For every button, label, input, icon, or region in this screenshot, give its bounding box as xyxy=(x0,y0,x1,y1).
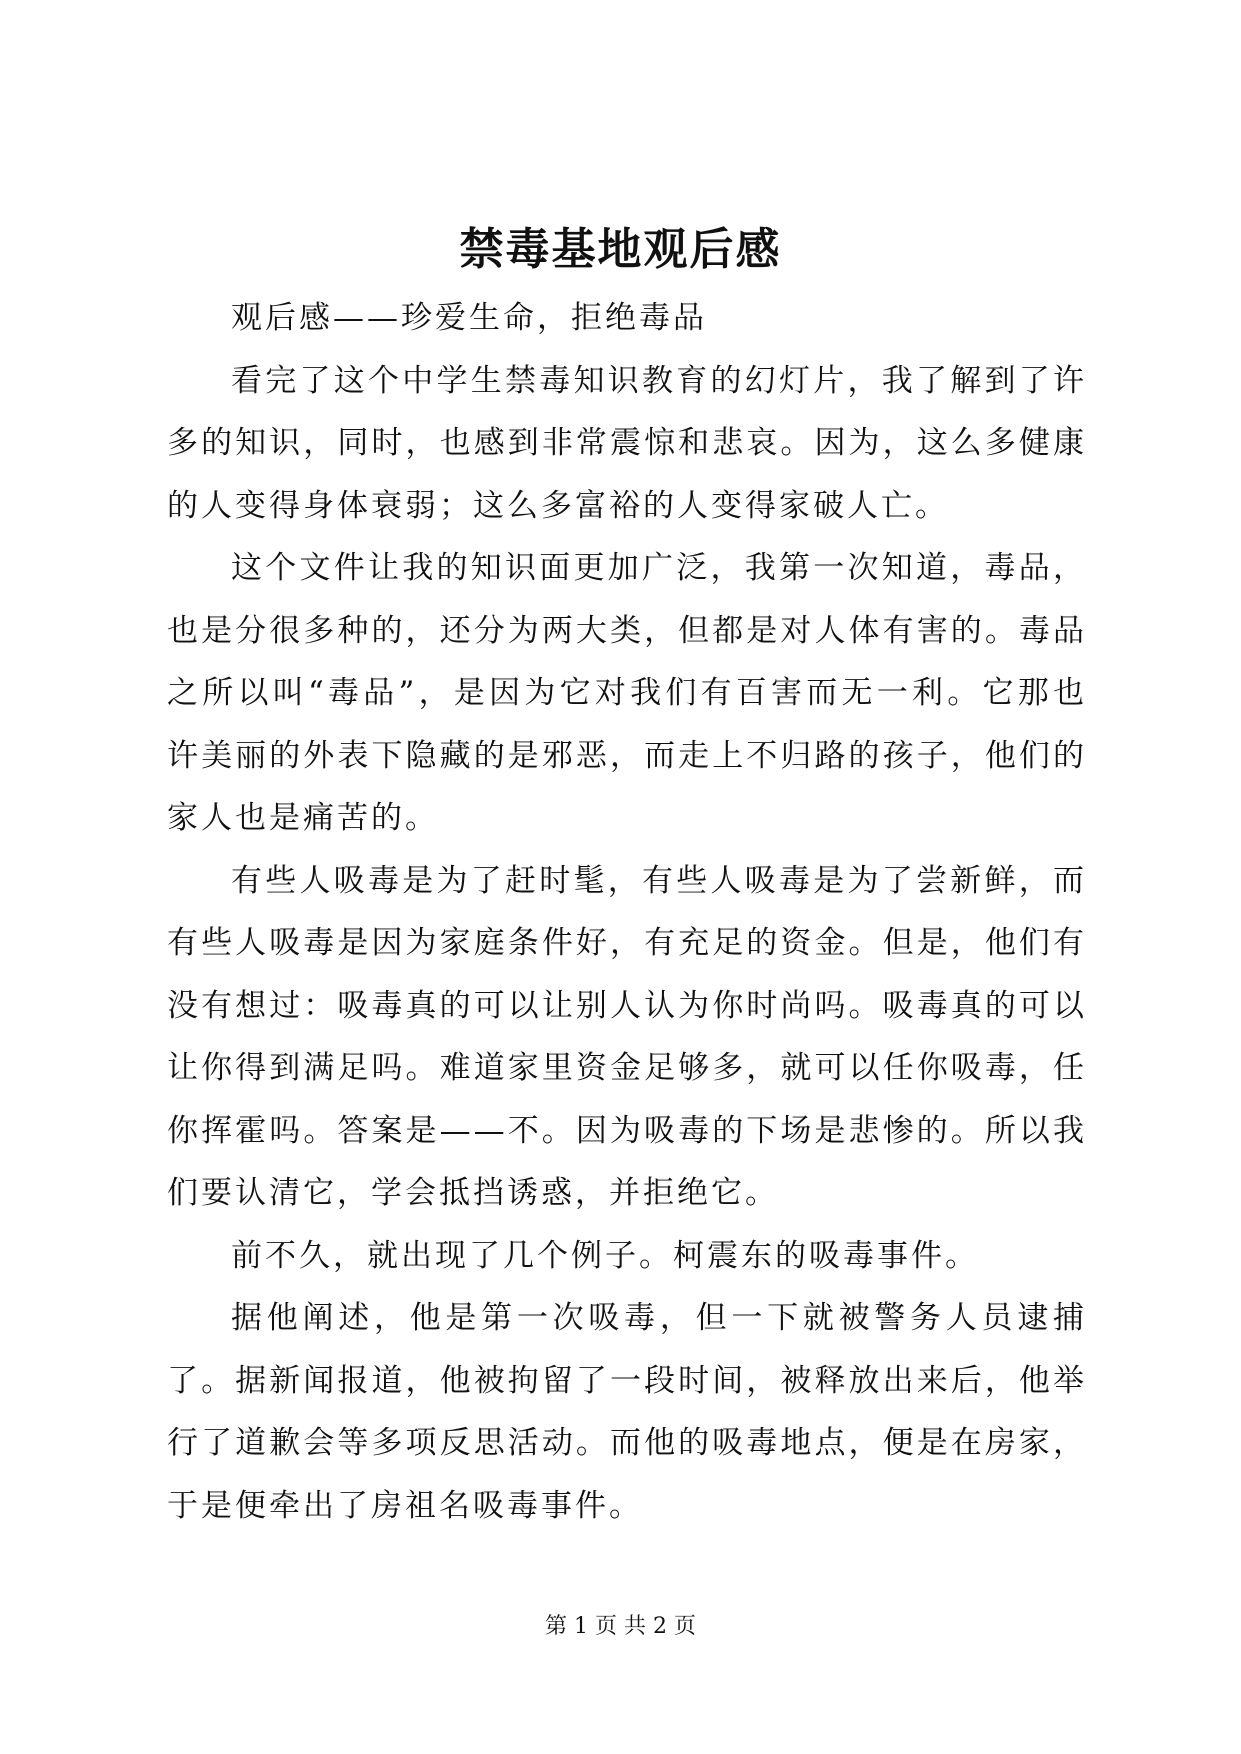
body-paragraph: 据他阐述，他是第一次吸毒，但一下就被警务人员逮捕了。据新闻报道，他被拘留了一段时间，被释放出来后，他举行了道歉会等多项反思活动。而他的吸毒地点，便是在房家，于是便牵出了房祖名吸毒事件。 xyxy=(167,1300,1087,1524)
body-paragraph: 这个文件让我的知识面更加广泛，我第一次知道，毒品，也是分很多种的，还分为两大类，但都是对人体有害的。毒品之所以叫“毒品”，是因为它对我们有百害而无一利。它那也许美丽的外表下隐藏的是邪恶，而走上不归路的孩子，他们的家人也是痛苦的。 xyxy=(167,550,1087,836)
document-body xyxy=(167,287,1087,1537)
page-number-footer: 第 1 页 共 2 页 xyxy=(545,1614,696,1639)
body-paragraph: 有些人吸毒是为了赶时髦，有些人吸毒是为了尝新鲜，而有些人吸毒是因为家庭条件好，有充足的资金。但是，他们有没有想过：吸毒真的可以让别人认为你时尚吗。吸毒真的可以让你得到满足吗。难道家里资金足够多，就可以任你吸毒，任你挥霍吗。答案是——不。因为吸毒的下场是悲惨的。所以我们要认清它，学会抵挡诱惑，并拒绝它。 xyxy=(167,862,1087,1211)
body-paragraph: 看完了这个中学生禁毒知识教育的幻灯片，我了解到了许多的知识，同时，也感到非常震惊和悲哀。因为，这么多健康的人变得身体衰弱；这么多富裕的人变得家破人亡。 xyxy=(167,362,1087,524)
body-paragraph: 前不久，就出现了几个例子。柯震东的吸毒事件。 xyxy=(231,1237,979,1274)
subtitle-paragraph: 观后感——珍爱生命，拒绝毒品 xyxy=(231,300,707,336)
document-title: 禁毒基地观后感 xyxy=(459,224,782,275)
